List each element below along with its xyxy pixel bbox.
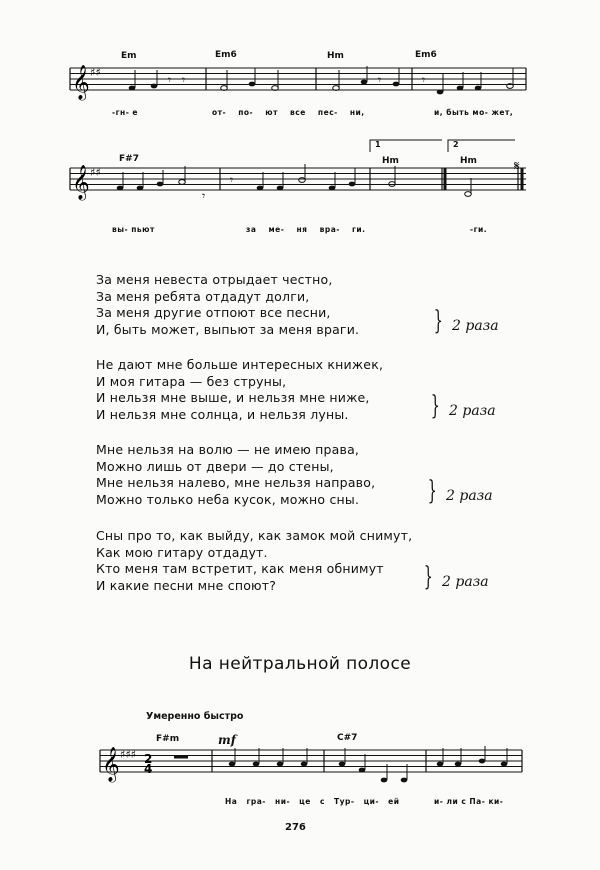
verse-line: И нельзя мне выше, и нельзя мне ниже, xyxy=(96,390,370,405)
lyric-line: и- ли с Па- ки- xyxy=(434,797,504,806)
lyric-line: и, быть мо- жет, xyxy=(434,108,514,117)
verse-line: Не дают мне больше интересных книжек, xyxy=(96,357,384,372)
lyric-line: -ги. xyxy=(470,225,488,234)
verse-line: И, быть может, выпьют за меня враги. xyxy=(96,321,360,337)
chord-label: C#7 xyxy=(337,733,358,743)
verse-line: Можно только неба кусок, можно сны. xyxy=(96,491,360,507)
verse-line: За меня другие отпоют все песни, xyxy=(96,305,331,320)
lyric-line: На гра- ни- це с Тур- ци- ей xyxy=(225,797,400,806)
chord-label: F#7 xyxy=(119,154,139,164)
svg-text:𝄞: 𝄞 xyxy=(72,165,90,200)
verse-line: Как мою гитару отдадут. xyxy=(96,544,268,560)
verse-line: И моя гитара — без струны, xyxy=(96,373,287,389)
repeat-brace: } xyxy=(430,391,440,421)
tempo-marking: Умеренно быстро xyxy=(146,711,244,722)
verse-line: Мне нельзя налево, мне нельзя направо, xyxy=(96,475,376,490)
verse-line: За меня невеста отрыдает честно, xyxy=(96,272,333,287)
repeat-marker: 2 раза xyxy=(449,403,496,419)
staff-lines xyxy=(70,62,530,102)
svg-text:♯♯: ♯♯ xyxy=(90,66,101,79)
repeat-brace: } xyxy=(427,476,437,506)
svg-text:𝄾: 𝄾 xyxy=(230,173,234,187)
svg-text:𝄾: 𝄾 xyxy=(168,73,172,87)
repeat-marker: 2 раза xyxy=(446,488,493,504)
volta-number: 2 xyxy=(453,140,459,149)
repeat-brace: } xyxy=(423,562,433,592)
svg-text:𝄾: 𝄾 xyxy=(378,73,382,87)
staff-lines xyxy=(70,138,530,218)
song-title: На нейтральной полосе xyxy=(188,654,412,674)
verse-line: За меня ребята отдадут долги, xyxy=(96,288,310,304)
page-number: 276 xyxy=(285,822,306,833)
chord-label: Hm xyxy=(327,51,344,61)
dynamic-marking: mf xyxy=(218,733,236,747)
svg-text:𝄞: 𝄞 xyxy=(102,747,120,782)
svg-text:𝄾: 𝄾 xyxy=(182,73,186,87)
svg-text:♯♯: ♯♯ xyxy=(90,166,101,179)
chord-label: Hm xyxy=(382,156,399,166)
lyric-line: от- по- ют все пес- ни, xyxy=(212,108,365,117)
svg-text:𝄋: 𝄋 xyxy=(514,159,520,174)
chord-label: Hm xyxy=(460,156,477,166)
repeat-marker: 2 раза xyxy=(452,318,499,334)
verse-line: Кто меня там встретит, как меня обнимут xyxy=(96,561,384,576)
verse-line: Сны про то, как выйду, как замок мой снимут, xyxy=(96,528,413,543)
verse-line: Можно лишь от двери — до стены, xyxy=(96,458,334,474)
svg-text:𝄾: 𝄾 xyxy=(422,73,426,87)
chord-label: Em6 xyxy=(415,50,437,60)
verse-line: И нельзя мне солнца, и нельзя луны. xyxy=(96,406,349,422)
svg-text:2: 2 xyxy=(144,752,153,766)
lyric-line: вы- пьют xyxy=(112,225,155,234)
svg-text:𝄞: 𝄞 xyxy=(72,65,90,100)
lyric-line: за ме- ня вра- ги. xyxy=(246,225,366,234)
repeat-brace: } xyxy=(433,306,443,336)
chord-label: Em xyxy=(121,51,137,61)
lyric-line: -гн- е xyxy=(112,108,139,117)
repeat-marker: 2 раза xyxy=(442,574,489,590)
verse-line: Мне нельзя на волю — не имею права, xyxy=(96,442,360,457)
svg-text:♯♯♯: ♯♯♯ xyxy=(120,748,136,761)
volta-number: 1 xyxy=(375,140,381,149)
verse-line: И какие песни мне споют? xyxy=(96,577,277,593)
chord-label: F#m xyxy=(156,734,180,744)
svg-text:4: 4 xyxy=(144,762,153,776)
svg-text:𝄾: 𝄾 xyxy=(202,189,206,203)
chord-label: Em6 xyxy=(215,50,237,60)
staff-lines xyxy=(100,744,530,794)
